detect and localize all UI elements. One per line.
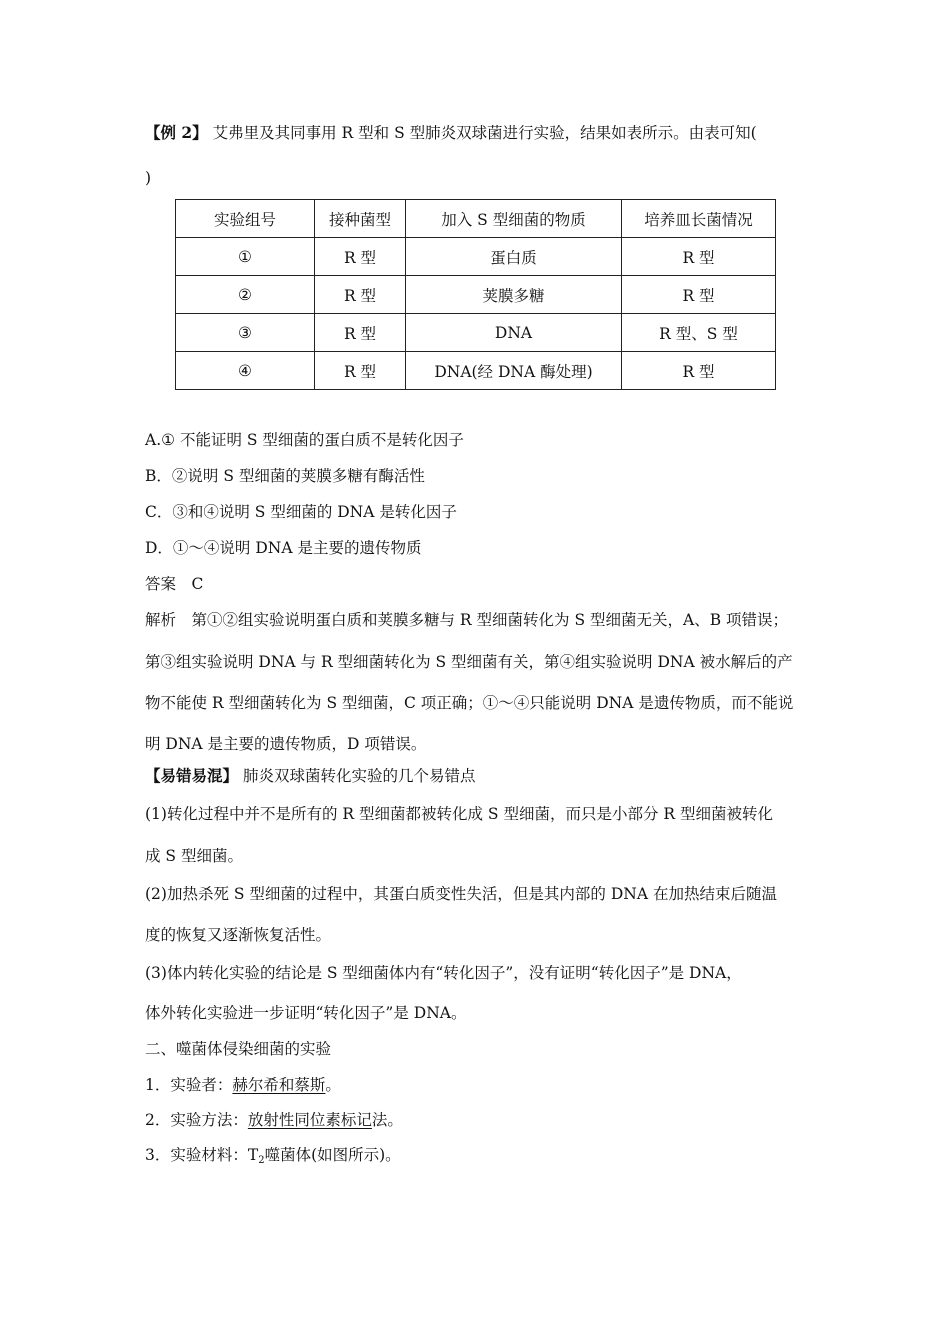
cell: R 型 [315,314,406,352]
table-header-row [176,200,776,238]
cell: R 型 [315,352,406,390]
pitfall-line: (1)转化过程中并不是所有的 R 型细菌都被转化成 S 型细菌，而只是小部分 R 型细菌被转化 [145,805,773,823]
section-item-1 [145,1075,341,1095]
analysis-line: 第③组实验说明 DNA 与 R 型细菌转化为 S 型细菌有关，第④组实验说明 DNA 被水解后的产 [145,653,793,671]
pitfall-line: (3)体内转化实验的结论是 S 型细菌体内有“转化因子”，没有证明“转化因子”是 DNA， [145,964,742,982]
item-label: 1．实验者： [145,1076,233,1094]
item-label: 2．实验方法： [145,1111,248,1129]
cell: DNA [406,314,622,352]
table-row [176,276,776,314]
example-paren: ) [145,169,152,187]
section-item-3 [145,1145,401,1171]
underlined-answer: 放射性同位素标记 [247,1111,372,1129]
option-c: C．③和④说明 S 型细菌的 DNA 是转化因子 [145,503,457,521]
cell: 蛋白质 [406,238,622,276]
experiment-table [175,199,776,390]
section-heading: 二、噬菌体侵染细菌的实验 [145,1040,332,1058]
item-suffix: 。 [325,1076,341,1094]
option-d: D．①～④说明 DNA 是主要的遗传物质 [145,539,422,557]
cell: R 型 [622,276,776,314]
header-result: 培养皿长菌情况 [622,200,776,238]
pitfall-title: 肺炎双球菌转化实验的几个易错点 [242,767,476,785]
analysis-line: 物不能使 R 型细菌转化为 S 型细菌，C 项正确；①～④只能说明 DNA 是遗传物质，而不能说 [145,694,794,712]
cell: R 型 [622,352,776,390]
table-row [176,314,776,352]
header-strain: 接种菌型 [315,200,406,238]
cell: R 型、S 型 [622,314,776,352]
item-suffix: 法。 [371,1111,403,1129]
cell: DNA(经 DNA 酶处理) [406,352,622,390]
cell: R 型 [315,238,406,276]
pitfall-line: (2)加热杀死 S 型细菌的过程中，其蛋白质变性失活，但是其内部的 DNA 在加热结束后随温 [145,885,777,903]
subscript: 2 [258,1155,265,1166]
example-stem [145,123,757,143]
option-b: B．②说明 S 型细菌的荚膜多糖有酶活性 [145,467,425,485]
option-a: A.① 不能证明 S 型细菌的蛋白质不是转化因子 [145,431,464,449]
pitfall-tag: 【易错易混】 [145,766,239,785]
table-row [176,352,776,390]
pitfall-line: 度的恢复又逐渐恢复活性。 [145,926,332,944]
cell: ① [176,238,315,276]
pitfall-line: 成 S 型细菌。 [145,847,243,865]
item-suffix: 噬菌体(如图所示)。 [264,1146,401,1164]
example-question: 艾弗里及其同事用 R 型和 S 型肺炎双球菌进行实验，结果如表所示。由表可知( [212,124,757,142]
section-item-2 [145,1110,403,1130]
pitfall-line: 体外转化实验进一步证明“转化因子”是 DNA。 [145,1004,467,1022]
analysis-line: 明 DNA 是主要的遗传物质，D 项错误。 [145,735,427,753]
cell: R 型 [622,238,776,276]
example-tag: 【例 2】 [145,123,208,142]
cell: ③ [176,314,315,352]
cell: ④ [176,352,315,390]
answer: 答案 C [145,575,204,593]
analysis-line: 解析 第①②组实验说明蛋白质和荚膜多糖与 R 型细菌转化为 S 型细菌无关，A、B 项错误； [145,611,789,629]
cell: R 型 [315,276,406,314]
cell: ② [176,276,315,314]
pitfall-heading [145,766,475,786]
cell: 荚膜多糖 [406,276,622,314]
underlined-answer: 赫尔希和蔡斯 [232,1076,326,1094]
item-label: 3．实验材料：T [145,1146,259,1164]
table-row [176,238,776,276]
header-substance: 加入 S 型细菌的物质 [406,200,622,238]
header-group: 实验组号 [176,200,315,238]
